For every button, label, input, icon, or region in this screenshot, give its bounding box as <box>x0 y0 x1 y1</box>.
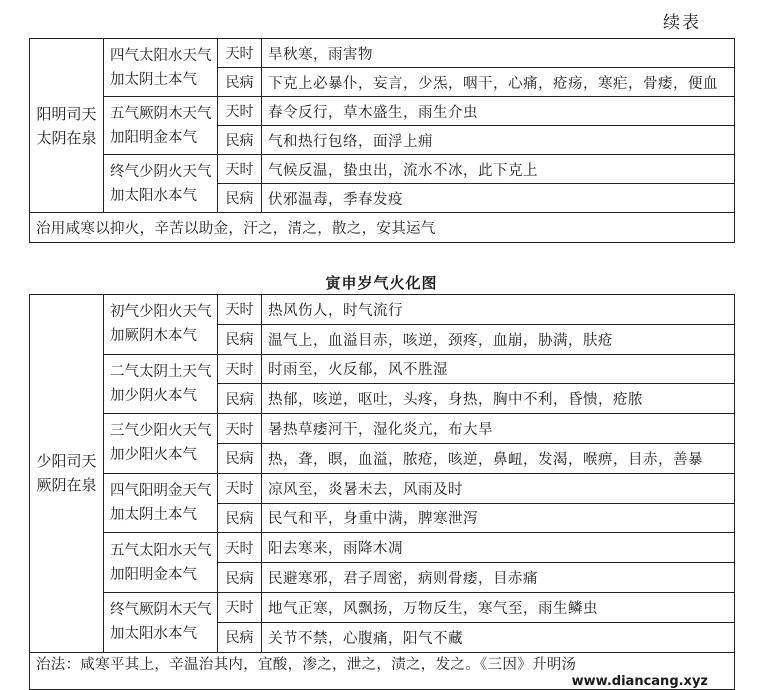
tianshi-text: 阳去寒来，雨降木凋 <box>262 533 735 563</box>
footer-cell <box>30 652 735 689</box>
tianshi-text: 时雨至，火反郁，风不胜湿 <box>262 354 735 384</box>
qi-name-line: 加太阴土本气 <box>110 71 197 88</box>
tianshi-label: 天时 <box>218 533 262 563</box>
qi-name-line: 加厥阴木本气 <box>110 328 197 345</box>
footer-cell <box>30 213 735 243</box>
tianshi-text: 凉风至，炎暑未去，风雨及时 <box>262 473 735 503</box>
table-row <box>30 473 735 503</box>
qi-name-cell <box>104 39 218 97</box>
minbing-text: 气和热行包络，面浮上痈 <box>262 126 735 155</box>
qi-name-cell <box>104 155 218 213</box>
qi-name-cell <box>104 473 218 533</box>
minbing-label: 民病 <box>218 443 262 473</box>
table-row <box>30 592 735 622</box>
tianshi-text: 热风伤人，时气流行 <box>262 295 735 325</box>
footer-row <box>30 213 735 243</box>
table-title: 寅申岁气火化图 <box>325 274 438 292</box>
qi-name-line: 二气太阴土天气 <box>110 363 212 380</box>
tianshi-label: 天时 <box>218 295 262 325</box>
table-row <box>30 97 735 126</box>
minbing-text: 温气上，血溢目赤，咳逆，颈疼，血崩，胁满，肤疮 <box>262 324 735 354</box>
tianshi-text: 暑热草痿河干，湿化炎亢，布大旱 <box>262 414 735 444</box>
qi-name-cell <box>104 97 218 155</box>
qi-name-line: 四气太阳水天气 <box>110 47 212 64</box>
qi-name-cell <box>104 592 218 652</box>
qi-name-line: 加阳明金本气 <box>110 566 197 583</box>
qi-name-line: 三气少阳火天气 <box>110 423 212 440</box>
qi-name-line: 加阳明金本气 <box>110 129 197 146</box>
qi-name-line: 加少阴火本气 <box>110 387 197 404</box>
qi-name-line: 加太阳水本气 <box>110 626 197 643</box>
qi-name-line: 终气少阴火天气 <box>110 163 212 180</box>
tianshi-text: 气候反温，蛰虫出，流水不冰，此下克上 <box>262 155 735 184</box>
minbing-text: 民避寒邪，君子周密，病则骨痿，目赤痛 <box>262 563 735 593</box>
tianshi-label: 天时 <box>218 354 262 384</box>
tianshi-text: 旱秋寒，雨害物 <box>262 39 735 68</box>
tianshi-label: 天时 <box>218 592 262 622</box>
sitian-line: 少阳司天 <box>36 452 97 471</box>
tianshi-text: 春令反行，草木盛生，雨生介虫 <box>262 97 735 126</box>
minbing-text: 民气和平，身重中满，脾寒泄泻 <box>262 503 735 533</box>
continued-label: 续表 <box>663 13 701 33</box>
tianshi-label: 天时 <box>218 39 262 68</box>
qi-name-line: 终气厥阴木天气 <box>110 602 212 619</box>
qi-name-line: 加少阳火本气 <box>110 447 197 464</box>
table-row <box>30 414 735 444</box>
watermark-text: www.diancang.xyz <box>571 673 708 689</box>
qi-name-cell <box>104 354 218 414</box>
table-row <box>30 39 735 68</box>
minbing-text: 伏邪温毒，季春发疫 <box>262 184 735 213</box>
qi-name-cell <box>104 414 218 474</box>
tianshi-label: 天时 <box>218 97 262 126</box>
minbing-text: 热，聋，瞑，血溢，脓疮，咳逆，鼻衄，发渴，喉痹，目赤，善暴 <box>262 443 735 473</box>
sitian-line: 太阴在泉 <box>36 128 97 147</box>
minbing-text: 关节不禁，心腹痛，阳气不藏 <box>262 622 735 652</box>
table-row <box>30 295 735 325</box>
qi-name-line: 四气阳明金天气 <box>110 483 212 500</box>
minbing-label: 民病 <box>218 184 262 213</box>
tianshi-label: 天时 <box>218 414 262 444</box>
minbing-label: 民病 <box>218 622 262 652</box>
qi-name-line: 初气少阳火天气 <box>110 304 212 321</box>
minbing-label: 民病 <box>218 503 262 533</box>
table-shaoyang <box>29 294 735 690</box>
qi-name-line: 五气太阳水天气 <box>110 542 212 559</box>
tianshi-label: 天时 <box>218 473 262 503</box>
qi-name-line: 加太阴土本气 <box>110 507 197 524</box>
minbing-label: 民病 <box>218 68 262 97</box>
footer-text: 治用咸寒以抑火，辛苦以助金，汗之，清之，散之，安其运气 <box>36 221 436 237</box>
sitian-line: 阳明司天 <box>36 104 97 123</box>
minbing-label: 民病 <box>218 126 262 155</box>
table-row <box>30 533 735 563</box>
footer-text: 治法：咸寒平其上，辛温治其内，宜酸，渗之，泄之，渍之，发之。《三因》升明汤 <box>36 656 577 673</box>
minbing-text: 热郁，咳逆，呕吐，头疼，身热，胸中不利，昏愦，疮脓 <box>262 384 735 414</box>
footer-row <box>30 652 735 689</box>
sitian-cell <box>30 39 104 213</box>
table-row <box>30 155 735 184</box>
minbing-label: 民病 <box>218 324 262 354</box>
sitian-cell <box>30 295 104 653</box>
table-yangming <box>29 38 735 243</box>
minbing-text: 下克上必暴仆，妄言，少炁，咽干，心痛，疮疡，寒疟，骨痿，便血 <box>262 68 735 97</box>
tianshi-label: 天时 <box>218 155 262 184</box>
qi-name-line: 五气厥阴木天气 <box>110 105 212 122</box>
sitian-line: 厥阴在泉 <box>36 476 97 495</box>
qi-name-cell <box>104 295 218 355</box>
qi-name-line: 加太阳水本气 <box>110 187 197 204</box>
minbing-label: 民病 <box>218 563 262 593</box>
minbing-label: 民病 <box>218 384 262 414</box>
qi-name-cell <box>104 533 218 593</box>
tianshi-text: 地气正寒，风飘扬，万物反生，寒气至，雨生鳞虫 <box>262 592 735 622</box>
table-row <box>30 354 735 384</box>
